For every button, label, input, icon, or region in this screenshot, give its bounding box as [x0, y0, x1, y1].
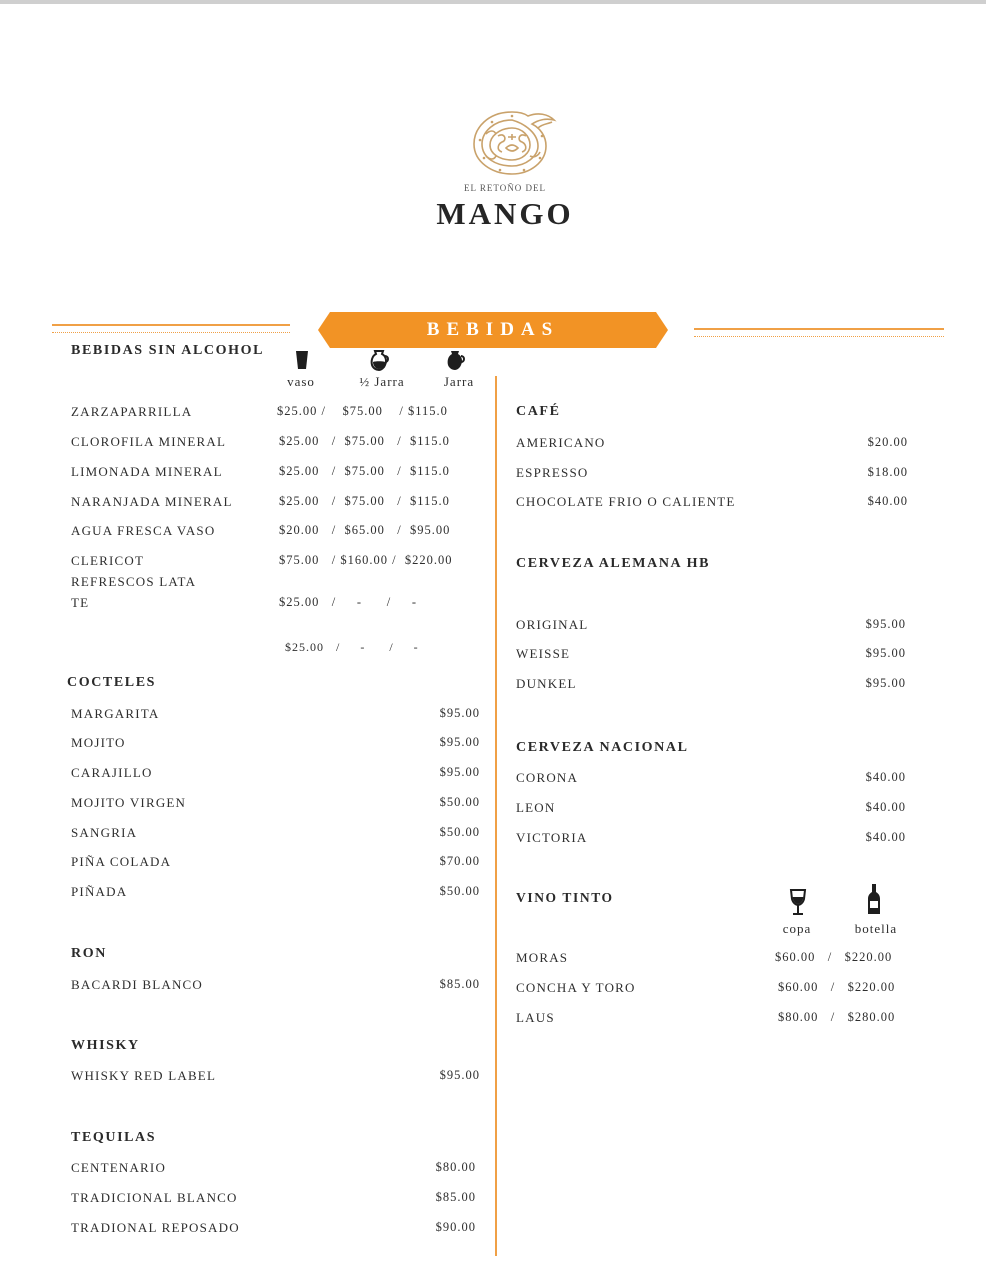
item-price: $20.00 — [867, 435, 908, 449]
list-item: CORONA — [516, 770, 579, 785]
list-item: LEON — [516, 800, 556, 815]
item-price: $40.00 — [865, 800, 906, 814]
item-price: $18.00 — [867, 465, 908, 479]
item-prices: $25.00 / - / - — [279, 595, 418, 609]
item-price: $85.00 — [439, 977, 480, 991]
col-label-half-jarra: ½ Jarra — [359, 374, 405, 389]
list-item: SANGRIA — [71, 825, 138, 840]
banner-deco-left — [52, 324, 290, 333]
list-item: AGUA FRESCA VASO — [71, 523, 216, 538]
list-item: VICTORIA — [516, 830, 588, 845]
list-item: WHISKY RED LABEL — [71, 1068, 217, 1083]
column-divider — [495, 376, 497, 1256]
item-price: $50.00 — [439, 884, 480, 898]
jar-icon — [445, 349, 467, 371]
glass-icon — [294, 350, 310, 370]
list-item: CLERICOT — [71, 553, 145, 568]
item-prices: $25.00 / $75.00 / $115.0 — [279, 434, 450, 448]
list-item: CONCHA Y TORO — [516, 980, 636, 995]
section-title-cerveza-nacional: CERVEZA NACIONAL — [516, 740, 689, 755]
item-price: $95.00 — [439, 735, 480, 749]
list-item: MORAS — [516, 950, 569, 965]
wine-glass-icon — [788, 888, 808, 916]
mango-logo-icon — [468, 106, 560, 178]
list-item: MARGARITA — [71, 706, 160, 721]
item-prices: $60.00 / $220.00 — [775, 950, 893, 964]
list-item: REFRESCOS LATA — [71, 574, 197, 589]
col-label-jarra: Jarra — [443, 374, 475, 389]
item-prices: $20.00 / $65.00 / $95.00 — [279, 523, 451, 537]
item-price: $95.00 — [865, 676, 906, 690]
list-item: LAUS — [516, 1010, 555, 1025]
item-price: $95.00 — [439, 765, 480, 779]
item-price: $40.00 — [865, 770, 906, 784]
list-item: CLOROFILA MINERAL — [71, 434, 227, 449]
list-item: PIÑADA — [71, 884, 128, 899]
item-prices: $25.00 / $75.00 / $115.0 — [279, 494, 450, 508]
top-border — [0, 0, 986, 4]
item-price: $95.00 — [439, 1068, 480, 1082]
item-prices: $60.00 / $220.00 — [778, 980, 896, 994]
section-title-tequilas: TEQUILAS — [71, 1130, 157, 1145]
item-price: $90.00 — [435, 1220, 476, 1234]
section-title-vino-tinto: VINO TINTO — [516, 890, 614, 905]
list-item: TRADIONAL REPOSADO — [71, 1220, 240, 1235]
list-item: BACARDI BLANCO — [71, 977, 204, 992]
item-prices: $80.00 / $280.00 — [778, 1010, 896, 1024]
list-item: CHOCOLATE FRIO O CALIENTE — [516, 494, 736, 509]
brand-name: MANGO — [436, 196, 574, 231]
brand-tagline: EL RETOÑO DEL — [464, 183, 546, 193]
list-item: TE — [71, 595, 90, 610]
bottle-icon — [866, 883, 882, 915]
item-prices: $25.00 / $75.00 / $115.0 — [279, 464, 450, 478]
list-item: DUNKEL — [516, 676, 577, 691]
item-prices: $25.00 / $75.00 / $115.0 — [277, 404, 448, 418]
list-item: AMERICANO — [516, 435, 606, 450]
list-item: LIMONADA MINERAL — [71, 464, 223, 479]
item-prices: $75.00 / $160.00 / $220.00 — [279, 553, 453, 567]
banner-title: BEBIDAS — [426, 319, 560, 340]
list-item: CENTENARIO — [71, 1160, 167, 1175]
list-item: ESPRESSO — [516, 465, 589, 480]
section-title-cerveza-alemana: CERVEZA ALEMANA HB — [516, 556, 711, 571]
col-label-copa: copa — [782, 921, 812, 936]
list-item: CARAJILLO — [71, 765, 153, 780]
list-item: WEISSE — [516, 646, 571, 661]
section-title-whisky: WHISKY — [71, 1038, 140, 1053]
item-price: $95.00 — [439, 706, 480, 720]
col-label-vaso: vaso — [287, 374, 315, 389]
section-title-sin-alcohol: BEBIDAS SIN ALCOHOL — [71, 343, 265, 358]
section-title-cafe: CAFÉ — [516, 404, 561, 419]
item-price: $70.00 — [439, 854, 480, 868]
list-item: NARANJADA MINERAL — [71, 494, 233, 509]
item-price: $80.00 — [435, 1160, 476, 1174]
list-item: ZARZAPARRILLA — [71, 404, 193, 419]
list-item: MOJITO — [71, 735, 126, 750]
list-item: TRADICIONAL BLANCO — [71, 1190, 238, 1205]
list-item: ORIGINAL — [516, 617, 589, 632]
item-price: $50.00 — [439, 795, 480, 809]
section-title-cocteles: COCTELES — [67, 675, 157, 690]
item-price: $95.00 — [865, 617, 906, 631]
item-price: $50.00 — [439, 825, 480, 839]
list-item: PIÑA COLADA — [71, 854, 172, 869]
section-title-ron: RON — [71, 946, 107, 961]
col-label-botella: botella — [854, 921, 898, 936]
item-price: $40.00 — [867, 494, 908, 508]
item-price: $40.00 — [865, 830, 906, 844]
list-item: MOJITO VIRGEN — [71, 795, 187, 810]
half-jar-icon — [369, 349, 391, 371]
banner-deco-right — [694, 328, 944, 337]
item-prices: $25.00 / - / - — [285, 640, 419, 654]
item-price: $85.00 — [435, 1190, 476, 1204]
item-price: $95.00 — [865, 646, 906, 660]
